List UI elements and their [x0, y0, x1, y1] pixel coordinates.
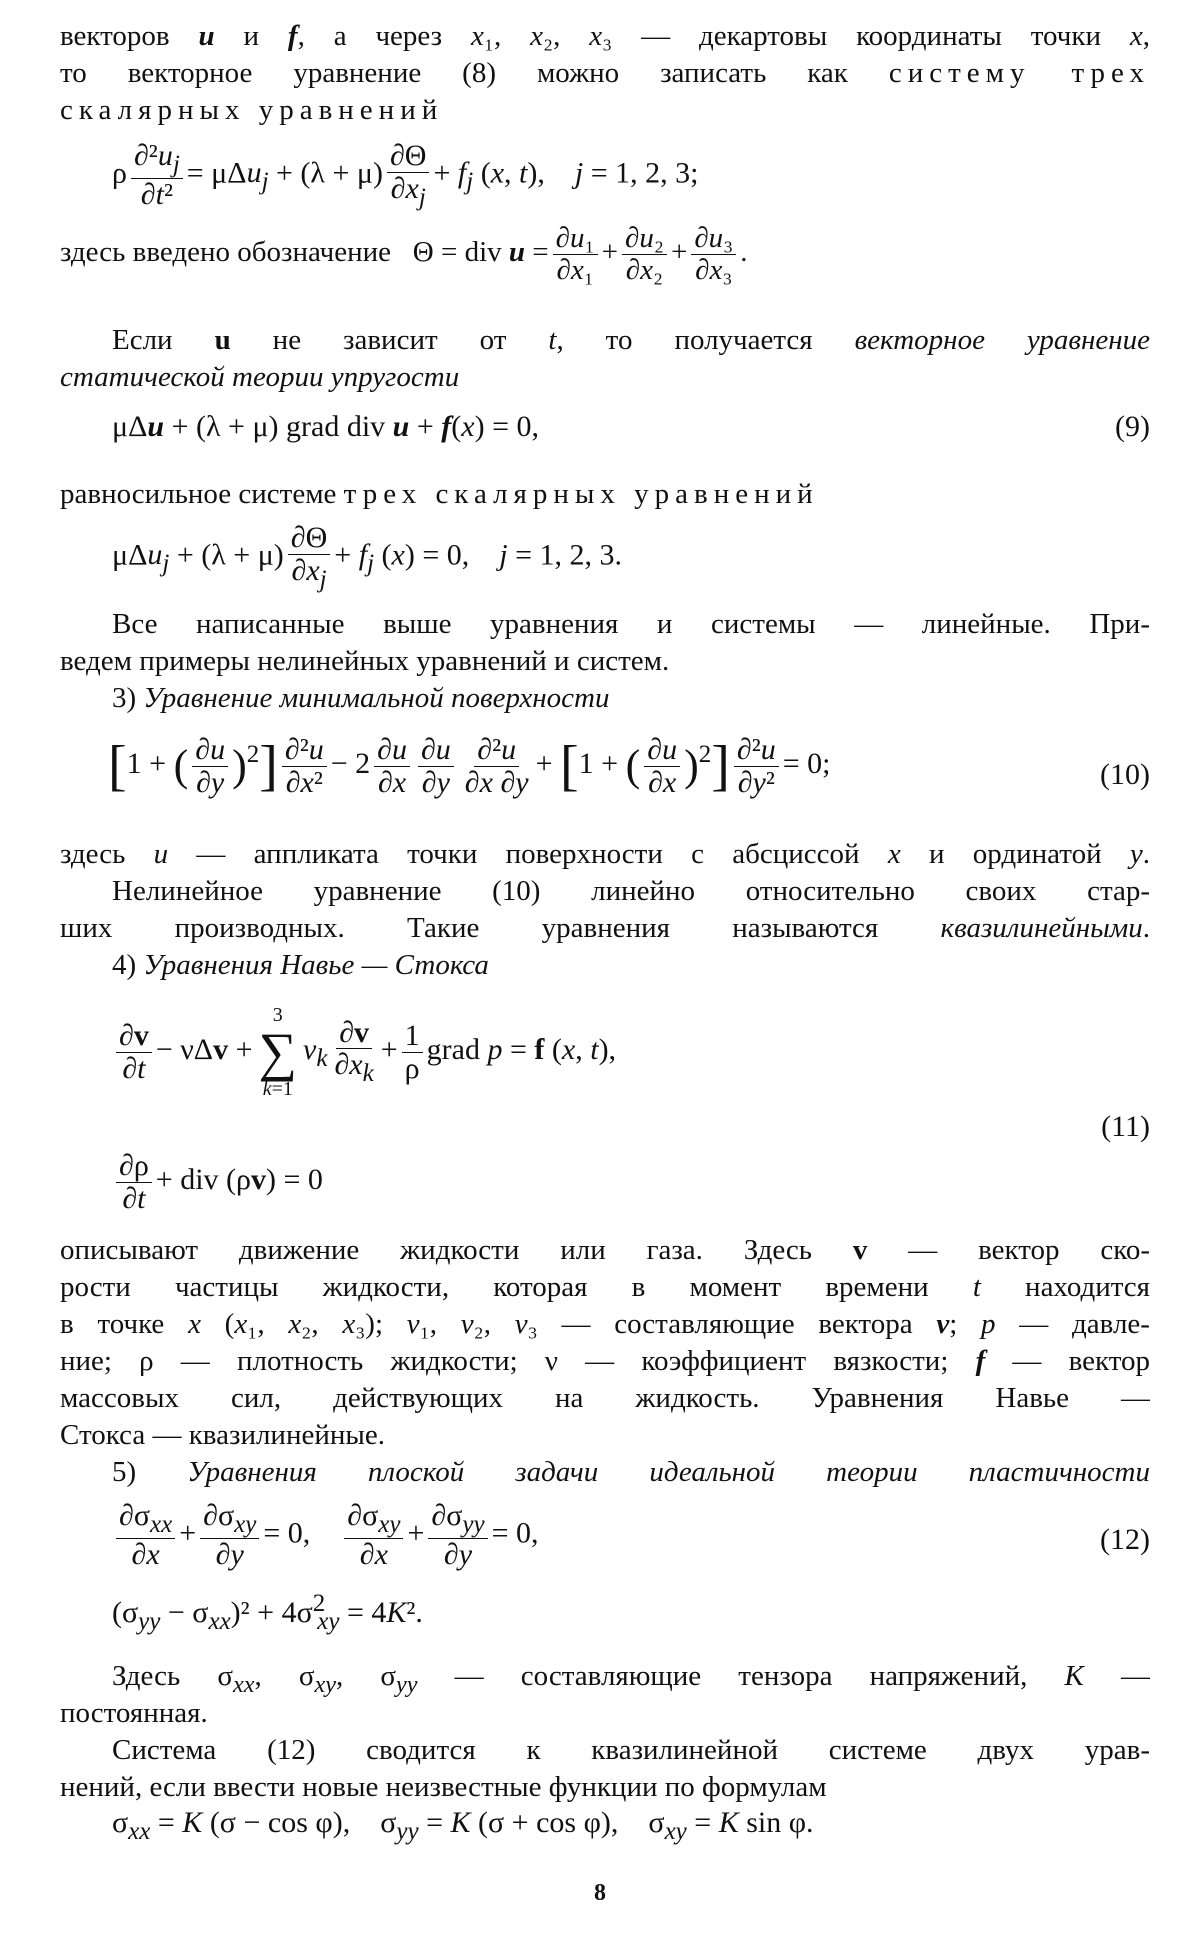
text-line-17: ших производных. Такие уравнения называются квазилинейными. — [60, 912, 1150, 944]
text-line-28: Здесь $\sigma_{xx}$, $\sigma_{xy}$, $\sigma_{yy}$ — составляющие тензора напряжений, K — — [112, 1660, 1150, 1698]
text-line-theta: здесь введено обозначение Θ = div u = $\frac{\text{∂u₁}}{\text{∂x₁}}$ + $\frac{\text{∂u₂}}{\text{∂x₂}}$ + $\frac{\text{∂u₃}}{\text{∂x₃}}$ . — [60, 222, 748, 286]
text-line-16: Нелинейное уравнение (10) линейно относительно своих стар- — [112, 875, 1150, 907]
text-line-3: скалярных уравнений — [60, 94, 444, 126]
page-number: 8 — [594, 1880, 606, 1906]
text-line-21: рости частицы жидкости, которая в момент времени t находится — [60, 1271, 1150, 1303]
text-line-11: Все написанные выше уравнения и системы — линейные. При- — [112, 608, 1150, 640]
equation-number-11: (11) — [1101, 1110, 1150, 1143]
text-line-2: то векторное уравнение (8) можно записать как системy трех — [60, 57, 1150, 89]
text-line-13: 3) Уравнение минимальной поверхности — [112, 682, 610, 714]
text-line-24: массовых сил, действующих на жидкость. Уравнения Навье — — [60, 1382, 1150, 1414]
text-line-31: нений, если ввести новые неизвестные функции по формулам — [60, 1771, 827, 1803]
equation-static-components: μΔu$_j$ + (λ + μ) $\frac{\partial\Theta}{\partial x_j}$ + $f_j$ (x) = 0, j = 1, 2, 3. — [112, 521, 623, 593]
equation-9: μΔu + (λ + μ) grad div u + f(x) = 0, — [112, 410, 540, 443]
equation-number-9: (9) — [1115, 410, 1150, 443]
equation-number-12: (12) — [1100, 1523, 1150, 1556]
text-line-25: Стокса — квазилинейные. — [60, 1419, 385, 1451]
text-line-29: постоянная. — [60, 1697, 208, 1729]
equation-lame-system: ρ $\frac{\partial^2u_j}{\text{∂t²}}$ = μΔu$_j$ + (λ + μ) $\frac{\partial\Theta}{\partial x_j}$ + $f_j$ (x, t), j = 1, 2, 3; — [112, 139, 699, 212]
text-line-7: статической теории упругости — [60, 361, 460, 393]
text-line-18: 4) Уравнения Навье — Стокса — [112, 949, 489, 981]
text-line-30: Система (12) сводится к квазилинейной системе двух урав- — [112, 1734, 1150, 1766]
equation-12a: $\frac{\partial\sigma_{xx}}{\partial x}$ + $\frac{\partial\sigma_{xy}}{\partial y}$ = 0, $\frac{\partial\sigma_{xy}}{\partial x}$ + $\frac{\partial\sigma_{yy}}{\partial y}$ = 0, — [112, 1500, 539, 1571]
text-line-6: Если u не зависит от t, то получается векторное уравнение — [112, 324, 1150, 356]
equation-11b: $\frac{\partial\rho}{\partial t}$ + div (ρv) = 0 — [112, 1150, 323, 1214]
equation-10: [1 + ( $\frac{\partial u}{\partial y}$ )$^2$] $\frac{\text{∂²u}}{\text{∂x²}}$ − 2 $\frac{\partial u}{\partial x}$ $\frac{\partial u}{\partial y}$ $\frac{\text{∂²u}}{\partial x \partial y}$ + [1 + ( $\frac{\partial u}{\partial x}$ )$^2$] $\frac{\text{∂²u}}{\text{∂y²}}$ = 0; — [108, 733, 831, 799]
text-line-9: равносильное системе трех скалярных уравнений — [60, 478, 819, 510]
text-line-1: векторов u и f, а через x₁, x₂, x₃ — декартовы координаты точки x, — [60, 20, 1150, 52]
equation-number-10: (10) — [1100, 758, 1150, 791]
equation-11a: $\frac{\partial v}{\partial t}$ − νΔv + 3 ∑ k=1 $v_k$ $\frac{\partial v}{\partial x_k}$ + $\frac{1}{\rho}$ grad p = f (x, t), — [112, 1005, 616, 1099]
text-line-15: здесь u — аппликата точки поверхности с абсциссой x и ординатой y. — [60, 838, 1150, 870]
text-line-12: ведем примеры нелинейных уравнений и систем. — [60, 645, 670, 677]
text-line-22: в точке x (x₁, x₂, x₃); v₁, v₂, v₃ — составляющие вектора v; p — давле- — [60, 1308, 1150, 1340]
equation-12b: $(\sigma_{yy} - \sigma_{xx})^2 + 4\sigma^2_{xy} = 4K^2$. — [112, 1590, 423, 1635]
text-line-20: описывают движение жидкости или газа. Здесь v — вектор ско- — [60, 1234, 1150, 1266]
equation-substitution: $\sigma_{xx} = K$ (σ − cos φ), $\sigma_{yy} = K$ (σ + cos φ), $\sigma_{xy} = K$ sin φ. — [112, 1806, 814, 1845]
text-line-23: ние; ρ — плотность жидкости; ν — коэффициент вязкости; f — вектор — [60, 1345, 1150, 1377]
text-line-26: 5) Уравнения плоской задачи идеальной теории пластичности — [112, 1456, 1150, 1488]
